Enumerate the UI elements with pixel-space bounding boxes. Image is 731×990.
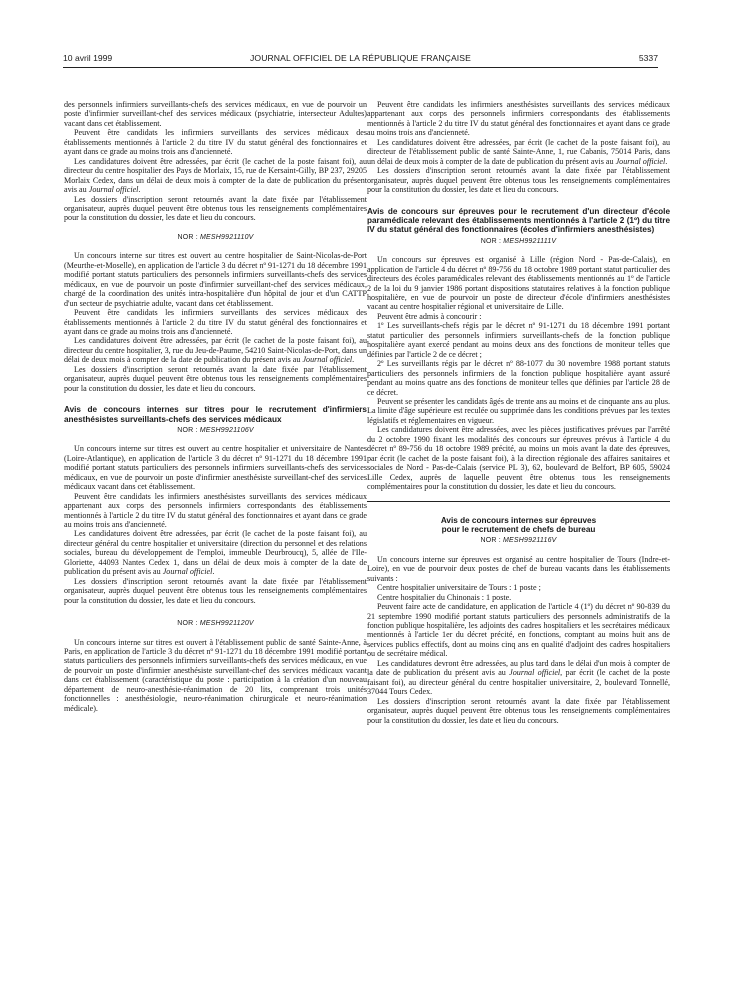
paragraph: Les dossiers d'inscription seront retournés avant la date fixée par l'établissement organisateur, auprès duquel peuvent être obtenus tous les renseignements complémentaires pour la constitution du dossier, les date et lieu du concours.: [64, 194, 367, 223]
paragraph: Peuvent être candidats les infirmiers surveillants des services médicaux des établissements mentionnés à l'article 2 du titre IV du statut général des fonctionnaires et ayant dans ce grade au moins trois ans d'ancienneté.: [64, 308, 367, 336]
header-journal-title: JOURNAL OFFICIEL DE LA RÉPUBLIQUE FRANÇAISE: [250, 53, 471, 63]
paragraph: Les candidatures doivent être adressées, par écrit (le cachet de la poste faisant foi), au directeur du centre hospitalier, 3, rue du Jeu-de-Paume, 54210 Saint-Nicolas-de-Port, dans un délai de deux mois à compter de la date de publication du présent avis au Journal officiel.: [64, 336, 367, 365]
paragraph: Les dossiers d'inscription seront retournés avant la date fixée par l'établissement organisateur, auprès duquel peuvent être obtenus tous les renseignements complémentaires pour la constitution du dossier, les date et lieu du concours.: [367, 166, 670, 195]
left-column: [64, 100, 367, 713]
paragraph: Peuvent faire acte de candidature, en application de l'article 4 (1º) du décret nº 90-839 du 21 septembre 1990 modifié portant statuts particuliers des personnels administratifs de la fonction publique hospitalière, les adjoints des cadres hospitaliers et les secrétaires médicaux mentionnés à l'article 1er du décret précité, en fonctions, comptant au moins huit ans de services publics effectifs, dont au moins cinq ans en qualité d'adjoint des cadres hospitaliers ou de secrétaire médical.: [367, 602, 670, 659]
paragraph: Peuvent être candidats les infirmiers anesthésistes surveillants des services médicaux appartenant aux corps des personnels infirmiers correspondants des établissements mentionnés à l'article 2 du titre IV du statut général des fonctionnaires et ayant dans ce grade au moins trois ans d'ancienneté.: [64, 491, 367, 530]
paragraph: Les dossiers d'inscription seront retournés avant la date fixée par l'établissement organisateur, auprès duquel peuvent être obtenus tous les renseignements complémentaires pour la constitution du dossier, les date et lieu du concours.: [367, 696, 670, 725]
list-item: Centre hospitalier du Chinonais : 1 poste.: [377, 592, 512, 602]
paragraph: Un concours interne sur titres est ouvert au centre hospitalier de Saint-Nicolas-de-Port (Meurthe-et-Moselle), en application de l'article 3 du décret nº 91-1271 du 18 décembre 1991 modifié portant statuts particuliers des personnels infirmiers surveillants-chefs des services médicaux, en vue de pourvoir un poste d'infirmier surveillant-chef des services médicaux, chargé de la coordination des unités intra-hospitalière d'un hôpital de jour et d'un CATTP d'un secteur de psychiatrie adulte, vacant dans cet établissement.: [64, 251, 367, 308]
journal-officiel-ref: Journal officiel: [88, 185, 139, 195]
section-heading: Avis de concours internes sur titres pour le recrutement d'infirmiers anesthésistes surveillants-chefs des services médicaux: [64, 405, 367, 424]
nor-reference: NOR : MESH9921120V: [177, 620, 254, 628]
nor-reference: NOR : MESH9921116V: [480, 537, 557, 545]
paragraph: Peuvent être candidats les infirmiers anesthésistes surveillants des services médicaux appartenant aux corps des personnels infirmiers correspondants des établissements mentionnés à l'article 2 du titre IV du statut général des fonctionnaires et ayant dans ce grade au moins trois ans d'ancienneté.: [367, 100, 670, 138]
paragraph: Un concours sur épreuves est organisé à Lille (région Nord - Pas-de-Calais), en application de l'article 4 du décret nº 89-756 du 18 octobre 1989 portant statut particulier des directeurs des écoles paramédicales relevant des établissements mentionnés au 1º de l'article 2 de la loi du 9 janvier 1986 portant dispositions statutaires relatives à la fonction publique hospitalière, en vue de pourvoir un poste de directeur d'école d'infirmiers anesthésistes vacant au centre hospitalier régional et universitaire de Lille.: [367, 255, 670, 312]
journal-officiel-ref: Journal officiel: [615, 156, 666, 166]
right-column: [367, 100, 670, 725]
paragraph: Les candidatures doivent être adressées, par écrit (le cachet de la poste faisant foi), au directeur du centre hospitalier des Pays de Morlaix, 15, rue de Kersaint-Gilly, BP 237, 29205 Morlaix Cedex, dans un délai de deux mois à compter de la date de publication du présent avis au Journal officiel.: [64, 156, 367, 195]
paragraph: Peuvent être candidats les infirmiers surveillants des services médicaux des établissements mentionnés à l'article 2 du titre IV du statut général des fonctionnaires et ayant dans ce grade au moins trois ans d'ancienneté.: [64, 128, 367, 157]
paragraph: Peuvent être admis à concourir :: [377, 311, 482, 321]
header-date: 10 avril 1999: [63, 53, 113, 63]
journal-officiel-ref: Journal officiel: [509, 668, 561, 678]
paragraph: Les dossiers d'inscription seront retournés avant la date fixée par l'établissement organisateur, auprès duquel peuvent être obtenus tous les renseignements complémentaires pour la constitution du dossier, les date et lieu du concours.: [64, 576, 367, 605]
paragraph: Les candidatures doivent être adressées, par écrit (le cachet de la poste faisant foi), au directeur de l'établissement public de santé Sainte-Anne, 1, rue Cabanis, 75014 Paris, dans un délai de deux mois à compter de la date de publication du présent avis au Journal officiel.: [367, 137, 670, 166]
paragraph: Peuvent se présenter les candidats âgés de trente ans au moins et de cinquante ans au plus. La limite d'âge supérieure est reculée ou supprimée dans les conditions prévues par les textes législatifs et réglementaires en vigueur.: [367, 397, 670, 425]
section-heading: Avis de concours sur épreuves pour le recrutement d'un directeur d'école paramédicale relevant des établissements mentionnés à l'article 2 (1º) du titre IV du statut général des fonctionnaires (écoles d'infirmiers anesthésistes): [367, 206, 670, 235]
nor-reference: NOR : MESH9921106V: [177, 426, 254, 434]
page-header: [63, 53, 658, 68]
paragraph: Les candidatures devront être adressées, au plus tard dans le délai d'un mois à compter de la date de publication du présent avis au Journal officiel, par écrit (le cachet de la poste faisant foi), au directeur général du centre hospitalier universitaire, 2, boulevard Tonnellé, 37044 Tours Cedex.: [367, 658, 670, 697]
paragraph: Les candidatures doivent être adressées, avec les pièces justificatives prévues par l'arrêté du 2 octobre 1990 fixant les modalités des concours sur épreuves prévus à l'article 4 du décret nº 89-756 du 18 octobre 1989 précité, au moins un mois avant la date des épreuves, par écrit (le cachet de la poste faisant foi), à la direction régionale des affaires sanitaires et sociales de Nord - Pas-de-Calais (service PL 3), 62, boulevard de Belfort, BP 605, 59024 Lille Cedex, auprès de laquelle peuvent être obtenus tous les renseignements complémentaires pour la constitution du dossier, les date et lieu du concours.: [367, 425, 670, 492]
header-page-number: 5337: [638, 53, 658, 63]
section-heading: Avis de concours internes sur épreuves pour le recrutement de chefs de bureau: [440, 515, 597, 534]
paragraph: Un concours interne sur titres est ouvert au centre hospitalier et universitaire de Nantes (Loire-Atlantique), en application de l'article 3 du décret nº 91-1271 du 18 décembre 1991 modifié portant statuts particuliers des personnels infirmiers surveillants-chefs des services médicaux, en vue de pourvoir un poste d'infirmier anesthésiste surveillant-chef des services médicaux vacant dans cet établissement.: [64, 444, 367, 492]
paragraph: Les candidatures doivent être adressées, par écrit (le cachet de la poste faisant foi), au directeur général du centre hospitalier et universitaire (direction du personnel et des relations sociales, bureau du développement de l'emploi, immeuble Deurbroucq), 5, allée de l'Ile-Gloriette, 44093 Nantes Cedex 1, dans un délai de deux mois à compter de la date de publication du présent avis au Journal officiel.: [64, 529, 367, 577]
nor-reference: NOR : MESH9921110V: [177, 233, 254, 241]
section-divider: [367, 501, 670, 502]
list-item: 1º Les surveillants-chefs régis par le décret nº 91-1271 du 18 décembre 1991 portant statut particulier des personnels infirmiers surveillants-chefs de la fonction publique hospitalière ayant exercé pendant au moins deux ans des fonctions de moniteur telles que définies par l'article 2 de ce décret ;: [367, 321, 670, 359]
nor-reference: NOR : MESH9921111V: [480, 237, 557, 245]
journal-officiel-ref: Journal officiel: [162, 567, 213, 577]
paragraph: Les dossiers d'inscription seront retournés avant la date fixée par l'établissement organisateur, auprès duquel peuvent être obtenus tous les renseignements complémentaires pour la constitution du dossier, les date et lieu du concours.: [64, 364, 367, 393]
list-item: Centre hospitalier universitaire de Tours : 1 poste ;: [377, 583, 541, 593]
list-item: 2º Les surveillants régis par le décret nº 88-1077 du 30 novembre 1988 portant statuts particuliers des personnels infirmiers de la fonction publique hospitalière ayant assuré pendant au moins quatre ans des fonctions de moniteur telles que définies par l'article 28 de ce décret.: [367, 359, 670, 397]
paragraph: Un concours interne sur titres est ouvert à l'établissement public de santé Sainte-Anne, à Paris, en application de l'article 3 du décret nº 91-1271 du 18 décembre 1991 modifié portant statuts particuliers des personnels infirmiers surveillants-chefs des services médicaux, en vue de pourvoir un poste d'infirmier anesthésiste surveillant-chef des services médicaux vacant dans cet établissement (caractéristique du poste : participation à la création d'un nouveau département de neuro-anesthésie-réanimation de 20 lits, comprenant trois unités fonctionnelles : anesthésiologie, neuro-réanimation chirurgicale et neuro-réanimation médicale).: [64, 637, 367, 713]
journal-officiel-ref: Journal officiel: [302, 355, 353, 365]
paragraph: Un concours interne sur épreuves est organisé au centre hospitalier de Tours (Indre-et-Loire), en vue de pourvoir deux postes de chef de bureau vacants dans les établissements suivants :: [367, 554, 670, 583]
paragraph: des personnels infirmiers surveillants-chefs des services médicaux, en vue de pourvoir un poste d'infirmier surveillant-chef des services médicaux (psychiatrie, intersecteur Adultes) vacant dans cet établissement.: [64, 100, 367, 128]
